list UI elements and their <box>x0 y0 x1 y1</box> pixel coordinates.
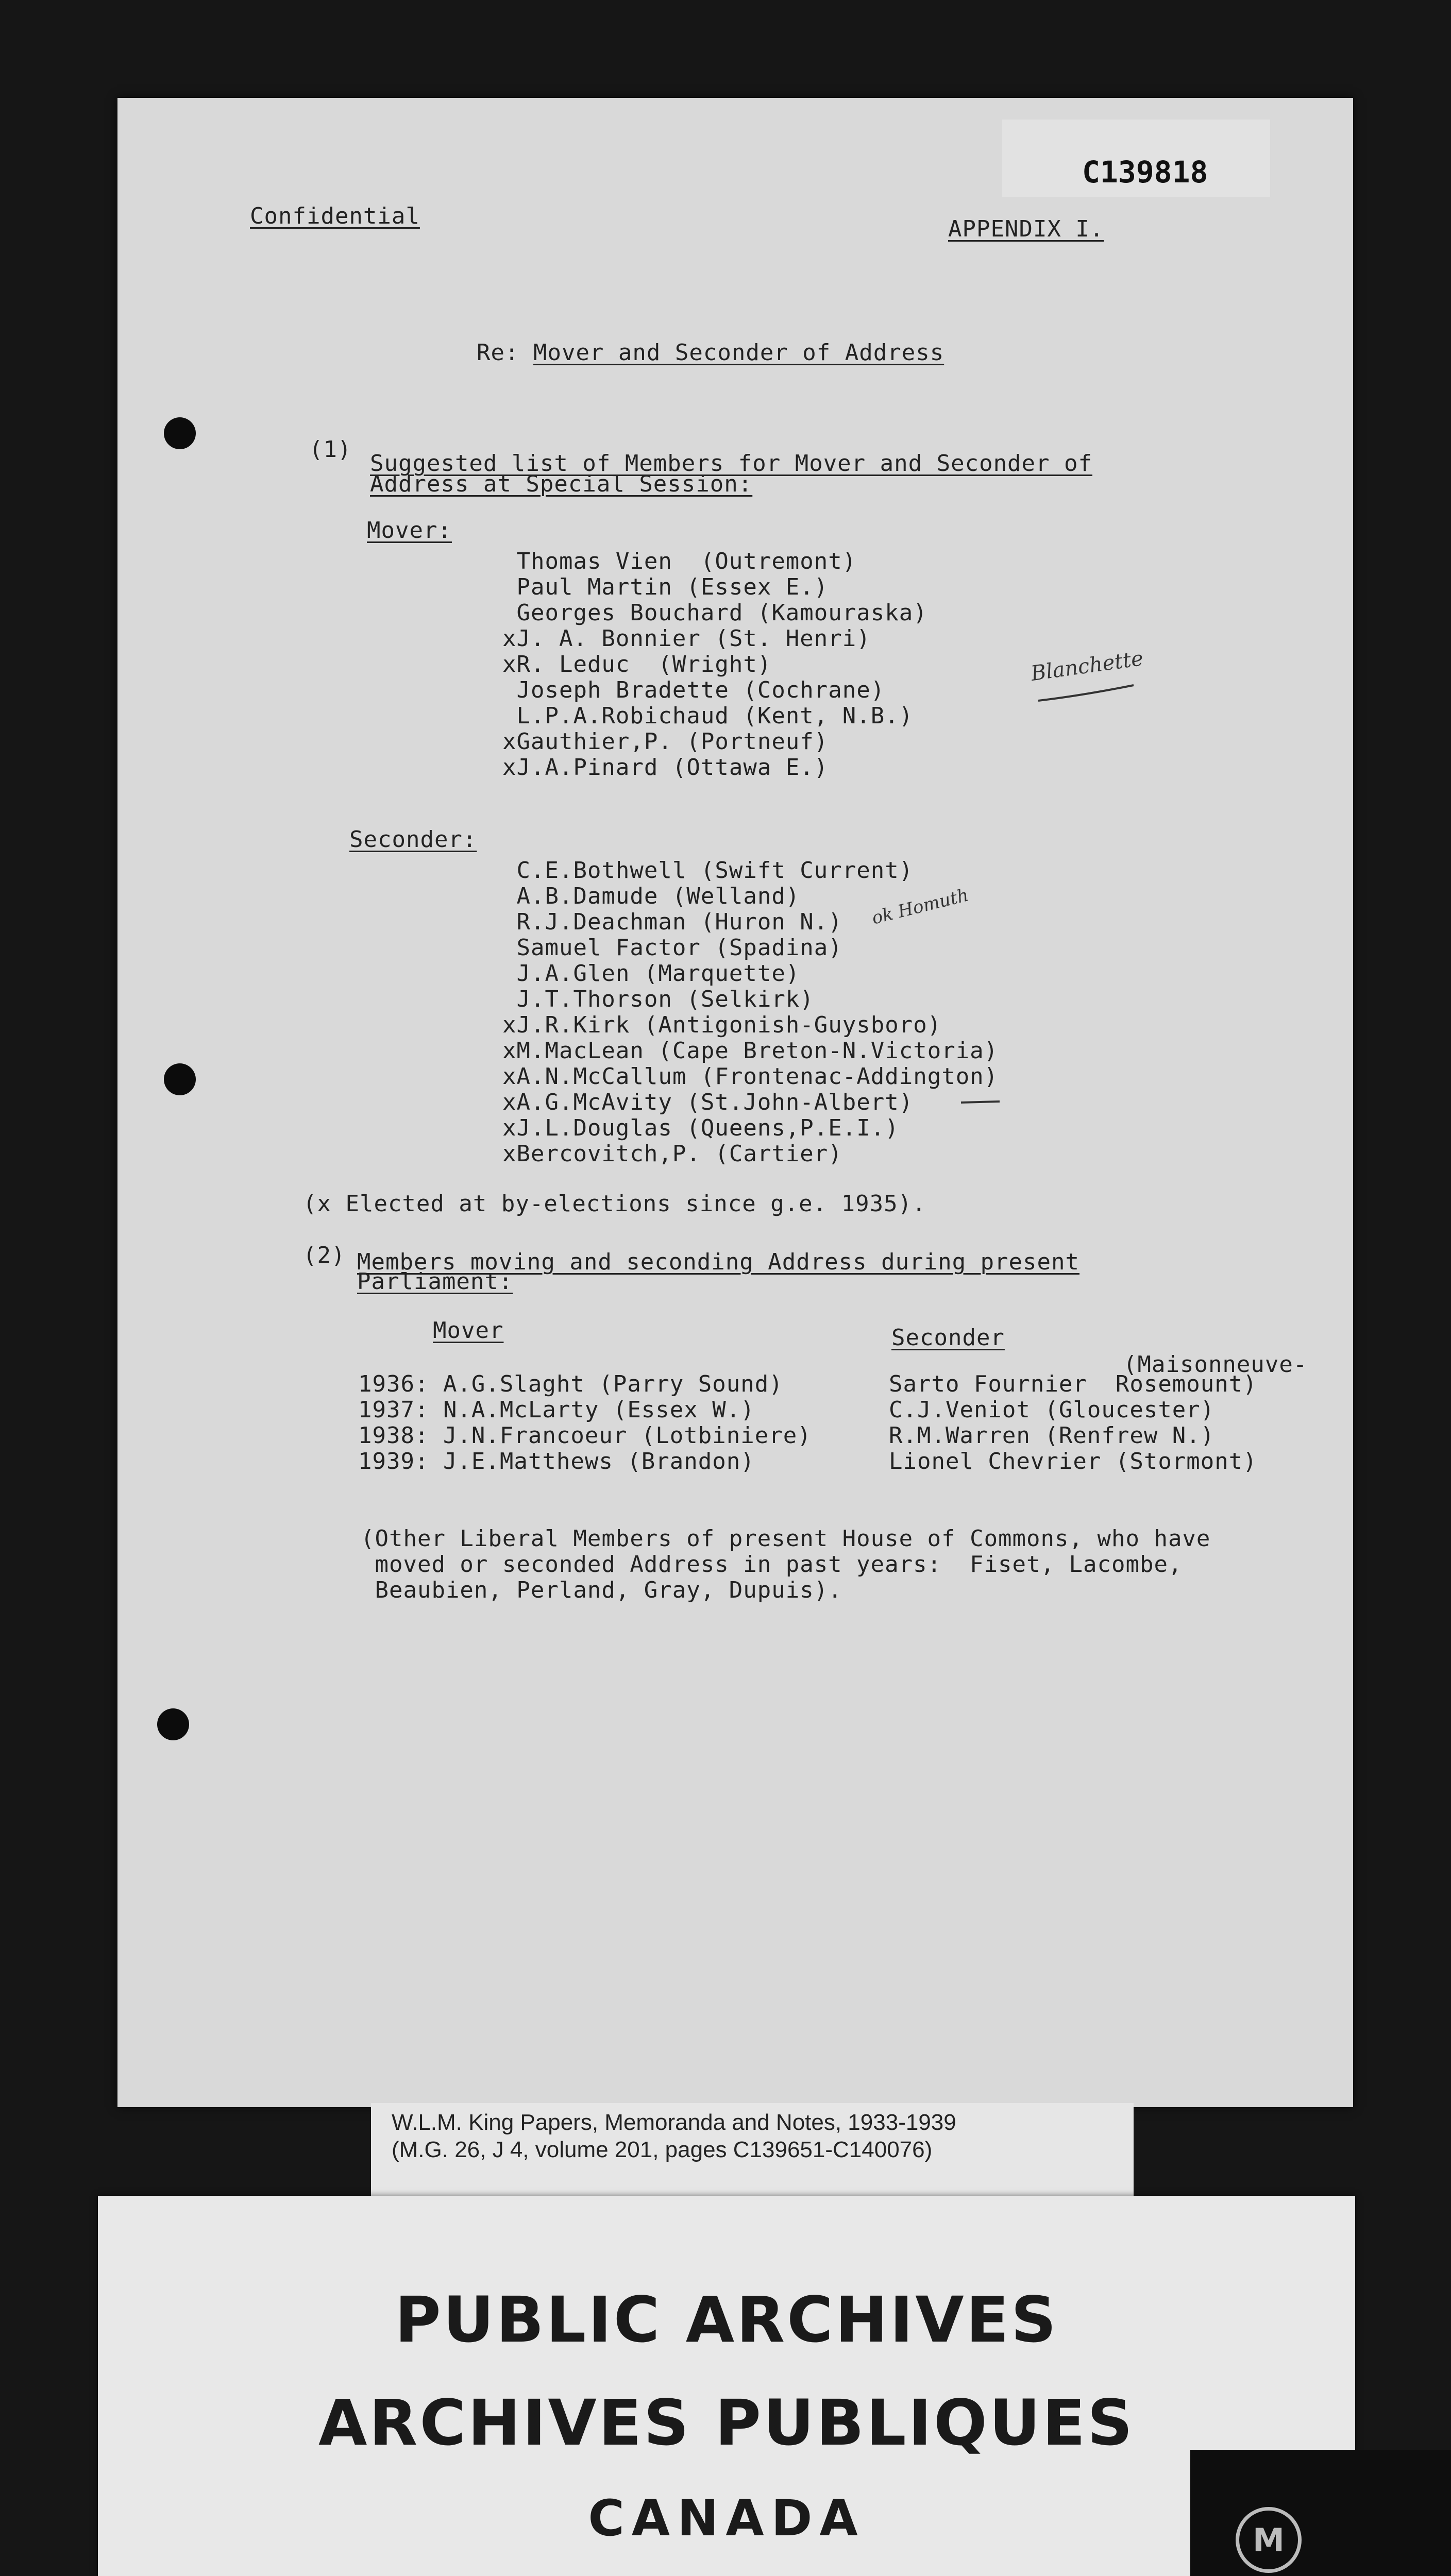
list-item: Georges Bouchard (Kamouraska) <box>502 600 927 626</box>
subject-prefix: Re: <box>477 340 533 366</box>
stamp-number: C139818 <box>1082 155 1208 190</box>
list-item: xJ. A. Bonnier (St. Henri) <box>502 625 871 652</box>
source-label-line2: (M.G. 26, J 4, volume 201, pages C139651-C140076) <box>392 2137 933 2162</box>
note-line: (Other Liberal Members of present House of Commons, who have <box>361 1526 1211 1552</box>
table-row-mover: 1937: N.A.McLarty (Essex W.) <box>358 1397 755 1423</box>
list-item: xM.MacLean (Cape Breton-N.Victoria) <box>502 1038 999 1064</box>
table-row-seconder: Lionel Chevrier (Stormont) <box>889 1448 1257 1475</box>
handwritten-note-deachman: ok Homuth <box>870 885 971 929</box>
list-item: xA.G.McAvity (St.John-Albert) <box>502 1089 914 1115</box>
punch-hole-bottom <box>157 1708 189 1740</box>
list-item: xGauthier,P. (Portneuf) <box>502 728 829 755</box>
confidential-label: Confidential <box>250 203 420 229</box>
list-item: C.E.Bothwell (Swift Current) <box>502 857 914 884</box>
note-line: Beaubien, Perland, Gray, Dupuis). <box>361 1577 842 1603</box>
archive-title-english: PUBLIC ARCHIVES <box>395 2283 1058 2357</box>
column-header-seconder: Seconder <box>891 1325 1005 1351</box>
source-label-line1: W.L.M. King Papers, Memoranda and Notes, 1933-1939 <box>392 2110 956 2135</box>
archives-logo-icon: M <box>1236 2507 1302 2573</box>
archive-title-french: ARCHIVES PUBLIQUES <box>318 2386 1135 2460</box>
appendix-label: APPENDIX I. <box>948 216 1104 242</box>
table-row-seconder: C.J.Veniot (Gloucester) <box>889 1397 1215 1423</box>
list-item: Thomas Vien (Outremont) <box>502 548 857 574</box>
handwritten-dash <box>958 1097 1005 1108</box>
subject-title: Mover and Seconder of Address <box>533 340 944 366</box>
archive-title-country: CANADA <box>588 2489 865 2547</box>
seconder-extra-maisonneuve: (Maisonneuve- <box>1123 1351 1308 1378</box>
list-item: Joseph Bradette (Cochrane) <box>502 677 885 703</box>
list-item: Samuel Factor (Spadina) <box>502 935 842 961</box>
section1-heading-line1: Suggested list of Members for Mover and Seconder of <box>370 450 1093 477</box>
section1-number: (1) <box>309 436 352 463</box>
list-item: A.B.Damude (Welland) <box>502 883 800 909</box>
list-item: J.T.Thorson (Selkirk) <box>502 986 814 1012</box>
punch-hole-top <box>164 417 196 449</box>
section2-heading-line1: Members moving and seconding Address during present <box>357 1249 1080 1275</box>
subject-line <box>477 340 944 366</box>
handwritten-note-bradette: Blanchette <box>1029 646 1145 686</box>
table-row-seconder: Sarto Fournier Rosemount) <box>889 1371 1257 1397</box>
handwritten-underline <box>1036 680 1139 706</box>
table-row-mover: 1938: J.N.Francoeur (Lotbiniere) <box>358 1422 812 1449</box>
corner-shadow <box>1190 2450 1451 2576</box>
column-header-mover: Mover <box>433 1317 504 1344</box>
list-item: xR. Leduc (Wright) <box>502 651 772 677</box>
section1-heading-line2: Address at Special Session: <box>370 471 753 497</box>
list-item: L.P.A.Robichaud (Kent, N.B.) <box>502 703 914 729</box>
list-item: xJ.A.Pinard (Ottawa E.) <box>502 754 829 781</box>
section2-number: (2) <box>303 1242 346 1268</box>
punch-hole-middle <box>164 1063 196 1095</box>
archive-card <box>98 2196 1355 2576</box>
table-row-mover: 1939: J.E.Matthews (Brandon) <box>358 1448 755 1475</box>
list-item: xJ.R.Kirk (Antigonish-Guysboro) <box>502 1012 942 1038</box>
list-item: xBercovitch,P. (Cartier) <box>502 1141 842 1167</box>
table-row-mover: 1936: A.G.Slaght (Parry Sound) <box>358 1371 783 1397</box>
list-item: R.J.Deachman (Huron N.) <box>502 909 842 935</box>
by-election-footnote: (x Elected at by-elections since g.e. 1935). <box>303 1191 926 1217</box>
note-line: moved or seconded Address in past years: Fiset, Lacombe, <box>361 1551 1183 1578</box>
list-item: Paul Martin (Essex E.) <box>502 574 829 600</box>
section2-heading-line2: Parliament: <box>357 1268 513 1295</box>
mover-label: Mover: <box>367 517 452 544</box>
seconder-label: Seconder: <box>349 826 477 853</box>
list-item: xJ.L.Douglas (Queens,P.E.I.) <box>502 1115 899 1141</box>
table-row-seconder: R.M.Warren (Renfrew N.) <box>889 1422 1215 1449</box>
list-item: J.A.Glen (Marquette) <box>502 960 800 987</box>
list-item: xA.N.McCallum (Frontenac-Addington) <box>502 1063 999 1090</box>
